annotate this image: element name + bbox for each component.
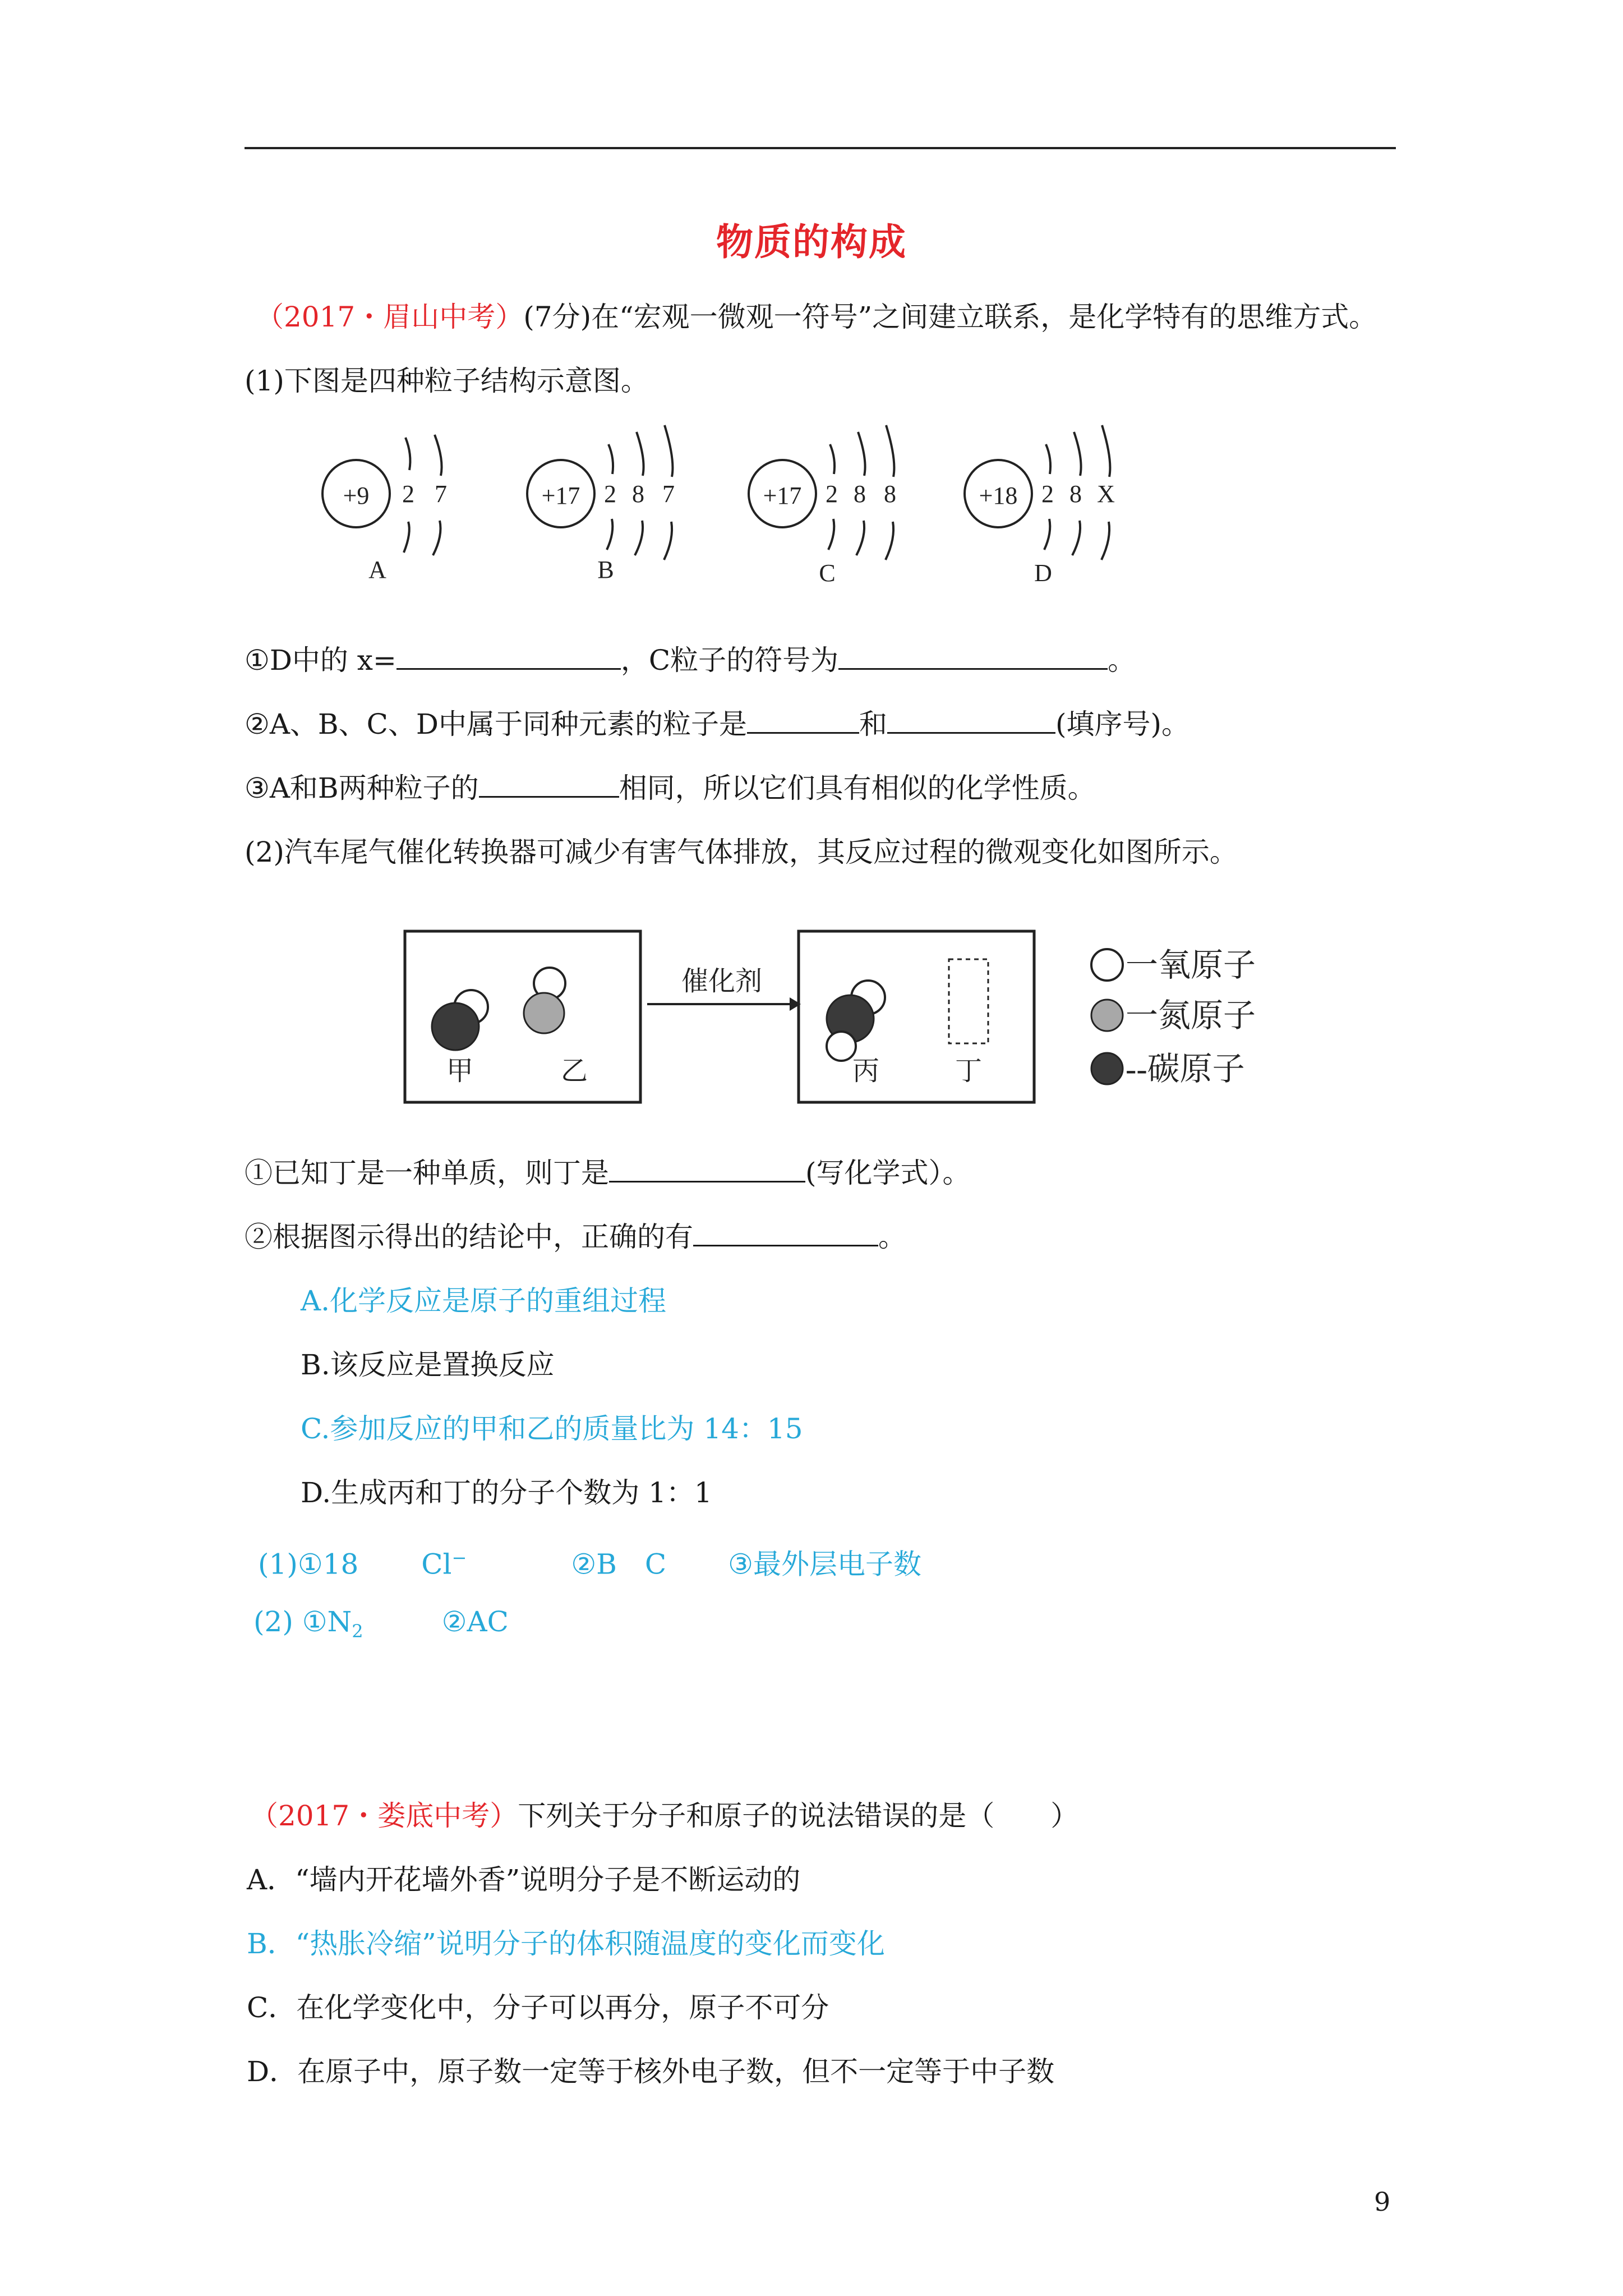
- answer-blank-element-1[interactable]: [747, 706, 859, 734]
- q1-part2-intro: (2)汽车尾气催化转换器可减少有害气体排放，其反应过程的微观变化如图所示。: [245, 836, 1238, 868]
- q1-sub5-end: 。: [878, 1221, 906, 1253]
- shell-electron-count: X: [1097, 480, 1115, 508]
- q1-option-c: C.参加反应的甲和乙的质量比为 14：15: [301, 1412, 803, 1445]
- q2-option-d: D．在原子中，原子数一定等于核外电子数，但不一定等于中子数: [247, 2055, 1055, 2088]
- legend-atom-swatch: [1091, 1000, 1123, 1031]
- particle-d: [965, 425, 1115, 587]
- page-number: 9: [1374, 2187, 1391, 2217]
- particle-label: D: [1034, 559, 1052, 587]
- shell-electron-count: 2: [826, 480, 838, 508]
- q2-source: （2017・娄底中考）: [250, 1800, 518, 1832]
- answer1-symbol: Cl: [421, 1548, 452, 1581]
- shell-electron-count: 7: [662, 480, 675, 508]
- answer2-part1: (2) ①N: [253, 1605, 352, 1638]
- substance-label: 甲: [446, 1056, 474, 1086]
- page-title: 物质的构成: [716, 220, 907, 264]
- particle-b: [527, 425, 675, 583]
- q1-sub4-end: (写化学式）。: [805, 1157, 971, 1189]
- answer1-part3: ③最外层电子数: [728, 1548, 921, 1581]
- q1-answer-2: [253, 1602, 509, 1651]
- q1-sub4-text: ①已知丁是一种单质，则丁是: [245, 1157, 609, 1189]
- q2-stem-line: [250, 1796, 1078, 1835]
- answer1-charge: −: [451, 1547, 467, 1568]
- q1-sub2-and: 和: [859, 708, 888, 740]
- answer2-part2: ②AC: [441, 1605, 509, 1638]
- particle-label: A: [368, 556, 386, 583]
- answer-blank-element-2[interactable]: [887, 706, 1055, 734]
- q1-answer-1: [258, 1538, 921, 1584]
- q1-sub3: [245, 769, 1096, 808]
- shell-electron-count: 2: [604, 480, 616, 508]
- catalyst-label: 催化剂: [681, 967, 763, 996]
- answer-blank-x[interactable]: [396, 642, 621, 670]
- q1-part1-intro: (1)下图是四种粒子结构示意图。: [245, 365, 649, 397]
- particle-c: [749, 425, 896, 587]
- q1-stem-line: [256, 297, 1377, 337]
- q1-option-a: A.化学反应是原子的重组过程: [301, 1285, 667, 1317]
- shell-electron-count: 7: [435, 480, 447, 508]
- nucleus-charge: +18: [979, 482, 1018, 509]
- q1-option-b: B.该反应是置换反应: [301, 1349, 555, 1381]
- shell-electron-count: 8: [632, 480, 644, 508]
- q1-option-d: D.生成丙和丁的分子个数为 1：1: [301, 1476, 712, 1509]
- particle-label: C: [819, 559, 836, 587]
- header-rule: [245, 147, 1396, 149]
- particle-structure-diagram: [303, 415, 965, 600]
- q1-sub3-end: 相同，所以它们具有相似的化学性质。: [619, 772, 1096, 804]
- nucleus-charge: +17: [541, 482, 580, 509]
- q1-sub3-text: ③A和B两种粒子的: [245, 772, 479, 804]
- legend-label: --碳原子: [1126, 1051, 1245, 1087]
- shell-electron-count: 8: [1069, 480, 1082, 508]
- q1-stem: (7分)在“宏观一微观一符号”之间建立联系，是化学特有的思维方式。: [523, 301, 1377, 333]
- answer-blank-conclusion[interactable]: [693, 1219, 878, 1246]
- q1-source: （2017・眉山中考）: [256, 301, 524, 333]
- q1-sub2: [245, 705, 1189, 744]
- q1-sub5: [245, 1217, 906, 1257]
- reaction-diagram: [399, 920, 1319, 1105]
- answer1-part2: ②B C: [571, 1548, 667, 1581]
- q2-option-c: C．在化学变化中，分子可以再分，原子不可分: [247, 1991, 829, 2024]
- q1-sub1-text: ①D中的 x=: [245, 644, 396, 677]
- legend-atom-swatch: [1091, 1053, 1123, 1084]
- answer1-part1: (1)①18: [258, 1548, 359, 1581]
- q2-option-a: A．“墙内开花墙外香”说明分子是不断运动的: [247, 1864, 801, 1896]
- nucleus-charge: +17: [763, 482, 802, 509]
- q1-sub5-text: ②根据图示得出的结论中，正确的有: [245, 1221, 693, 1253]
- substance-label: 丙: [852, 1056, 880, 1086]
- answer2-subscript: 2: [352, 1621, 363, 1642]
- q1-sub2-text: ②A、B、C、D中属于同种元素的粒子是: [245, 708, 748, 740]
- legend-atom-swatch: [1091, 949, 1123, 981]
- q1-sub1: [245, 641, 1136, 680]
- atom-legend: [1091, 947, 1256, 1087]
- shell-electron-count: 2: [1041, 480, 1054, 508]
- unknown-product-slot: [949, 959, 988, 1043]
- q1-sub1-text2: ，C粒子的符号为: [620, 644, 839, 677]
- q1-sub1-end: 。: [1108, 644, 1136, 677]
- answer-blank-property[interactable]: [479, 770, 619, 798]
- q1-sub4: [245, 1153, 971, 1193]
- particle-d-diagram: [953, 415, 1189, 600]
- q2-stem: 下列关于分子和原子的说法错误的是（ ）: [518, 1800, 1079, 1832]
- nucleus-charge: +9: [343, 482, 370, 509]
- substance-label: 丁: [955, 1056, 983, 1086]
- legend-label: 一氮原子: [1126, 997, 1256, 1034]
- substance-label: 乙: [560, 1056, 588, 1086]
- shell-electron-count: 8: [884, 480, 896, 508]
- shell-electron-count: 8: [854, 480, 866, 508]
- legend-label: 一氧原子: [1126, 947, 1256, 983]
- q2-option-b: B．“热胀冷缩”说明分子的体积随温度的变化而变化: [247, 1927, 885, 1960]
- particle-a: [322, 435, 447, 583]
- answer-blank-c-symbol[interactable]: [838, 642, 1108, 670]
- q1-sub2-end: (填序号)。: [1055, 708, 1190, 740]
- particle-label: B: [597, 556, 614, 583]
- shell-electron-count: 2: [402, 480, 414, 508]
- answer-blank-formula[interactable]: [609, 1155, 805, 1182]
